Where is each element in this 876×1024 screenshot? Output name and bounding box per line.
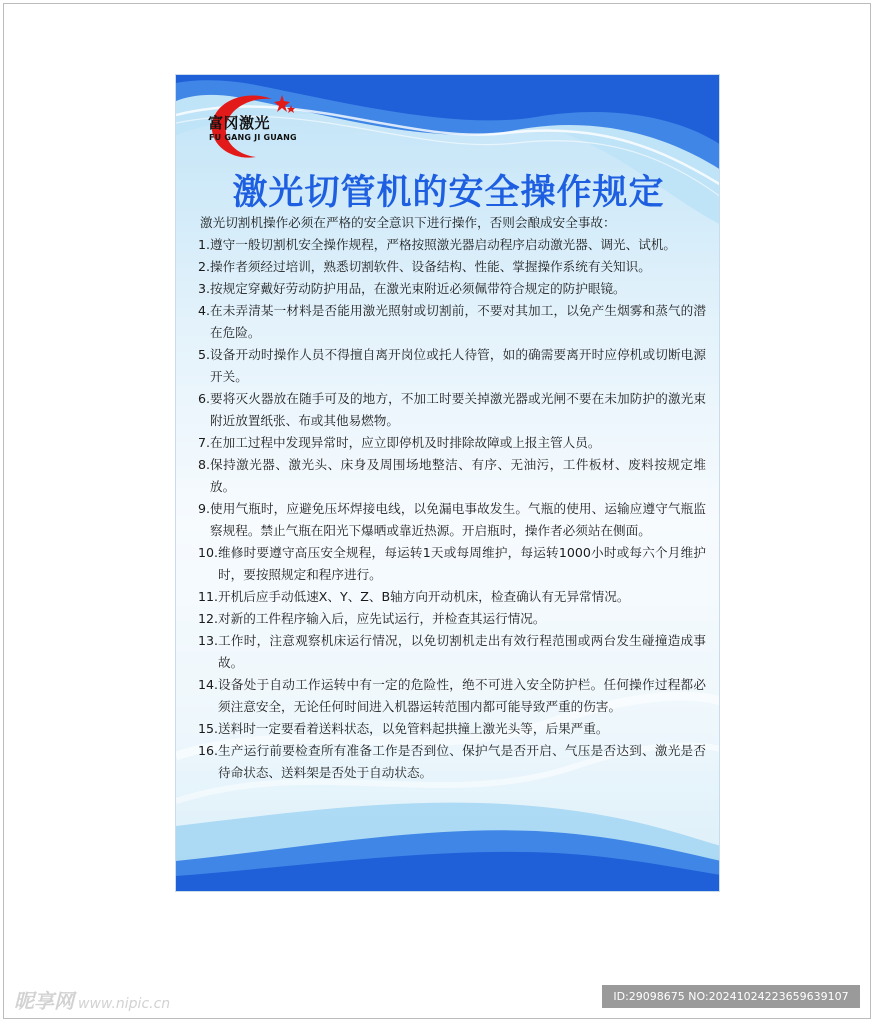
watermark-url: www.nipic.cn — [78, 996, 171, 1012]
rule-text: 遵守一般切割机安全操作规程，严格按照激光器启动程序启动激光器、调光、试机。 — [210, 237, 676, 252]
intro-text: 激光切割机操作必须在严格的安全意识下进行操作，否则会酿成安全事故： — [200, 215, 616, 230]
rule-number: 2. — [198, 259, 211, 274]
rule-item — [198, 740, 706, 784]
rule-item — [198, 608, 706, 630]
rule-number: 14. — [198, 677, 219, 692]
rule-number: 5. — [198, 347, 211, 362]
rule-number: 4. — [198, 303, 211, 318]
rule-item — [198, 498, 706, 542]
rule-item — [198, 454, 706, 498]
rule-text: 工作时，注意观察机床运行情况，以免切割机走出有效行程范围或两台发生碰撞造成事故。 — [218, 633, 706, 670]
image-id-bar: ID:29098675 NO:20241024223659639107 — [602, 985, 860, 1008]
rule-number: 6. — [198, 391, 211, 406]
rule-item — [198, 256, 706, 278]
rule-text: 按规定穿戴好劳动防护用品，在激光束附近必须佩带符合规定的防护眼镜。 — [210, 281, 626, 296]
rule-text: 对新的工件程序输入后，应先试运行，并检查其运行情况。 — [218, 611, 546, 626]
rule-item — [198, 586, 706, 608]
rule-item — [198, 278, 706, 300]
rule-item — [198, 234, 706, 256]
rule-text: 使用气瓶时，应避免压坏焊接电线，以免漏电事故发生。气瓶的使用、运输应遵守气瓶监察规程。禁止气瓶在阳光下爆晒或靠近热源。开启瓶时，操作者必须站在侧面。 — [210, 501, 706, 538]
rule-text: 送料时一定要看着送料状态，以免管料起拱撞上激光头等，后果严重。 — [218, 721, 609, 736]
rule-item — [198, 344, 706, 388]
logo-name-cn: 富冈激光 — [208, 114, 271, 132]
rule-item — [198, 718, 706, 740]
logo-name-en: FU GANG JI GUANG — [209, 133, 297, 142]
watermark-brand: 昵享网 — [14, 989, 74, 1013]
rule-number: 3. — [198, 281, 211, 296]
rule-number: 9. — [198, 501, 211, 516]
rule-text: 开机后应手动低速X、Y、Z、B轴方向开动机床，检查确认有无异常情况。 — [218, 589, 630, 604]
rule-text: 维修时要遵守高压安全规程，每运转1天或每周维护，每运转1000小时或每六个月维护时，要按照规定和程序进行。 — [218, 545, 706, 582]
rule-number: 7. — [198, 435, 211, 450]
rule-number: 11. — [198, 589, 219, 604]
poster-title: 激光切管机的安全操作规定 — [232, 173, 665, 213]
rule-text: 设备开动时操作人员不得擅自离开岗位或托人待管，如的确需要离开时应停机或切断电源开关。 — [210, 347, 706, 384]
rules-content — [198, 212, 706, 784]
rule-item — [198, 432, 706, 454]
rule-item — [198, 542, 706, 586]
rule-number: 15. — [198, 721, 219, 736]
rule-number: 1. — [198, 237, 211, 252]
rule-number: 12. — [198, 611, 219, 626]
rule-text: 操作者须经过培训，熟悉切割软件、设备结构、性能、掌握操作系统有关知识。 — [210, 259, 651, 274]
rule-item — [198, 630, 706, 674]
rule-text: 要将灭火器放在随手可及的地方，不加工时要关掉激光器或光闸不要在未加防护的激光束附近放置纸张、布或其他易燃物。 — [210, 391, 706, 428]
rule-text: 设备处于自动工作运转中有一定的危险性，绝不可进入安全防护栏。任何操作过程都必须注意安全，无论任何时间进入机器运转范围内都可能导致严重的伤害。 — [218, 677, 706, 714]
rule-text: 保持激光器、激光头、床身及周围场地整洁、有序、无油污，工件板材、废料按规定堆放。 — [210, 457, 706, 494]
rule-item — [198, 300, 706, 344]
rule-item — [198, 674, 706, 718]
rule-text: 生产运行前要检查所有准备工作是否到位、保护气是否开启、气压是否达到、激光是否待命状态、送料架是否处于自动状态。 — [218, 743, 706, 780]
company-logo — [198, 91, 308, 161]
rules-list — [198, 234, 706, 784]
rule-text: 在未弄清某一材料是否能用激光照射或切割前，不要对其加工，以免产生烟雾和蒸气的潜在危险。 — [210, 303, 706, 340]
rule-number: 10. — [198, 545, 219, 560]
rule-number: 8. — [198, 457, 211, 472]
rule-text: 在加工过程中发现异常时，应立即停机及时排除故障或上报主管人员。 — [210, 435, 601, 450]
safety-poster — [175, 74, 720, 892]
rule-item — [198, 388, 706, 432]
rule-number: 13. — [198, 633, 219, 648]
rule-number: 16. — [198, 743, 219, 758]
site-watermark — [14, 985, 170, 1014]
